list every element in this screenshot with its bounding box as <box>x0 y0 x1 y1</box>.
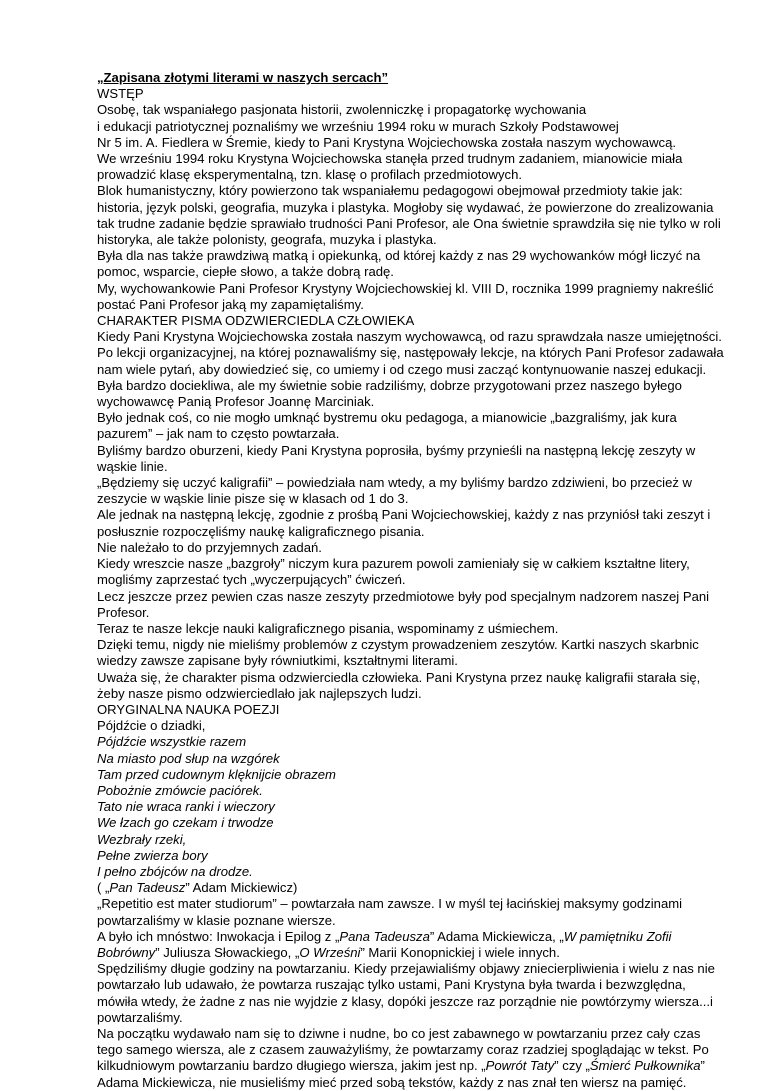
text-segment: pazurem” – jak nam to często powtarzała. <box>97 426 340 442</box>
text-segment: Uważa się, że charakter pisma odzwierciedla człowieka. Pani Krystyna przez naukę kaligrafii starała się, <box>97 669 701 685</box>
text-line <box>97 183 728 199</box>
italic-text: Pełne zwierza bory <box>97 847 208 863</box>
document-title: „Zapisana złotymi literami w naszych sercach” <box>97 70 389 85</box>
text-line <box>97 329 728 345</box>
italic-text: O Wrześni <box>299 944 361 960</box>
text-segment: Osobę, tak wspaniałego pasjonata historii, zwolenniczkę i propagatorkę wychowania <box>97 102 587 118</box>
text-line <box>97 1042 728 1058</box>
italic-text: Pobożnie zmówcie paciórek. <box>97 782 263 798</box>
text-segment: „Repetitio est mater studiorum” – powtarzała nam zawsze. I w myśl tej łacińskiej maksymy godzinami <box>97 896 683 912</box>
text-segment: Kiedy wreszcie nasze „bazgroły” niczym kura pazurem powoli zamieniały się w całkiem kształtne litery, <box>97 556 690 572</box>
text-line <box>97 977 728 993</box>
text-segment: Po lekcji organizacyjnej, na której poznawaliśmy się, następowały lekcje, na których Pani Profesor zadawała <box>97 345 724 361</box>
text-line <box>97 686 728 702</box>
text-line <box>97 135 728 151</box>
text-line <box>97 1075 728 1091</box>
text-line <box>97 848 728 864</box>
text-line <box>97 459 728 475</box>
text-line <box>97 410 728 426</box>
text-line <box>97 216 728 232</box>
text-segment: A było ich mnóstwo: Inwokacja i Epilog z „ <box>97 928 340 944</box>
document-body <box>97 86 728 1091</box>
italic-text: Śmierć Pułkownika <box>589 1058 701 1074</box>
text-line <box>97 896 728 912</box>
text-segment: mogliśmy zaprzestać tych „wyczerpujących” ćwiczeń. <box>97 572 406 588</box>
italic-text: Powrót Taty <box>485 1058 555 1074</box>
text-line <box>97 281 728 297</box>
text-segment: historyka, ale także polonisty, geografa, muzyka i plastyka. <box>97 232 437 248</box>
text-line <box>97 475 728 491</box>
text-line <box>97 929 728 945</box>
text-line <box>97 637 728 653</box>
text-segment: ” Marii Konopnickiej i wiele innych. <box>360 944 560 960</box>
text-line <box>97 394 728 410</box>
text-segment: powtarzaliśmy w klasie poznane wiersze. <box>97 912 336 928</box>
text-segment: Na początku wydawało nam się to dziwne i nudne, bo co jest zabawnego w powtarzaniu przez cały czas <box>97 1025 701 1041</box>
text-line <box>97 167 728 183</box>
text-line <box>97 524 728 540</box>
text-line <box>97 1026 728 1042</box>
text-segment: Była bardzo dociekliwa, ale my świetnie sobie radziliśmy, dobrze przygotowani przez naszego byłego <box>97 377 682 393</box>
text-line <box>97 507 728 523</box>
text-segment: zeszycie w wąskie linie pisze się w klasach od 1 do 3. <box>97 491 409 507</box>
text-segment: żeby nasze pismo odzwierciedlało jak najlepszych ludzi. <box>97 685 422 701</box>
text-line <box>97 605 728 621</box>
text-segment: Blok humanistyczny, który powierzono tak wspaniałemu pedagogowi obejmował przedmioty takie jak: <box>97 183 683 199</box>
text-line <box>97 1010 728 1026</box>
text-line <box>97 232 728 248</box>
text-segment: Było jednak coś, co nie mogło umknąć bystremu oku pedagoga, a mianowicie „bazgraliśmy, jak kura <box>97 410 677 426</box>
text-segment: Kiedy Pani Krystyna Wojciechowska została naszym wychowawcą, od razu sprawdzała nasze umiejętności. <box>97 329 722 345</box>
text-line <box>97 378 728 394</box>
text-segment: wiedzy zawsze zapisane były równiutkimi, kształtnymi literami. <box>97 653 458 669</box>
text-line <box>97 589 728 605</box>
text-line <box>97 86 728 102</box>
text-segment: Lecz jeszcze przez pewien czas nasze zeszyty przedmiotowe były pod specjalnym nadzorem naszej Pani <box>97 588 710 604</box>
text-segment: Była dla nas także prawdziwą matką i opiekunką, od której każdy z nas 29 wychowanków mógł liczyć na <box>97 248 701 264</box>
text-line <box>97 815 728 831</box>
italic-text: Wezbrały rzeki, <box>97 831 187 847</box>
text-segment: mówiła wtedy, że żadne z nas nie wyjdzie z klasy, dopóki jeszcze raz porządnie nie powtórzymy wiersza...i <box>97 993 713 1009</box>
italic-text: Tato nie wraca ranki i wieczory <box>97 799 275 815</box>
text-segment: ” czy „ <box>554 1058 590 1074</box>
text-segment: ” <box>700 1058 705 1074</box>
text-segment: prowadzić klasę eksperymentalną, tzn. klasę o profilach przedmiotowych. <box>97 167 523 183</box>
italic-text: Pójdźcie wszystkie razem <box>97 734 247 750</box>
text-line <box>97 734 728 750</box>
text-segment: ORYGINALNA NAUKA POEZJI <box>97 701 280 717</box>
text-line <box>97 832 728 848</box>
italic-text: Bobrówny <box>97 944 156 960</box>
text-line <box>97 443 728 459</box>
text-segment: posłusznie rozpoczęliśmy naukę kaligraficznego pisania. <box>97 523 425 539</box>
text-segment: tego samego wiersza, ale z czasem zauważyliśmy, że powtarzamy coraz rzadziej spoglądając w tekst. Po <box>97 1042 709 1058</box>
text-line <box>97 702 728 718</box>
text-line <box>97 491 728 507</box>
text-segment: ( „ <box>97 880 110 896</box>
italic-text: I pełno zbójców na drodze. <box>97 863 253 879</box>
text-segment: Profesor. <box>97 604 150 620</box>
text-segment: ” Juliusza Słowackiego, „ <box>155 944 300 960</box>
text-segment: Dzięki temu, nigdy nie mieliśmy problemów z czystym prowadzeniem zeszytów. Kartki naszych skarbnic <box>97 637 699 653</box>
italic-text: We łzach go czekam i trwodze <box>97 815 274 831</box>
text-segment: Ale jednak na następną lekcję, zgodnie z prośbą Pani Wojciechowskiej, każdy z nas przyniósł taki zeszyt i <box>97 507 711 523</box>
text-line <box>97 248 728 264</box>
text-segment: ” Adama Mickiewicza, „ <box>429 928 564 944</box>
text-line <box>97 572 728 588</box>
text-line <box>97 200 728 216</box>
text-segment: Pójdźcie o dziadki, <box>97 718 206 734</box>
italic-text: Tam przed cudownym klęknijcie obrazem <box>97 766 336 782</box>
italic-text: W pamiętniku Zofii <box>563 928 672 944</box>
text-segment: Nie należało to do przyjemnych zadań. <box>97 539 322 555</box>
text-line <box>97 102 728 118</box>
text-segment: Byliśmy bardzo oburzeni, kiedy Pani Krystyna poprosiła, byśmy przynieśli na następną lekcję zeszyty w <box>97 442 696 458</box>
text-segment: We wrześniu 1994 roku Krystyna Wojciechowska stanęła przed trudnym zadaniem, mianowicie miała <box>97 151 683 167</box>
text-segment: ” Adam Mickiewicz) <box>185 880 298 896</box>
text-line <box>97 151 728 167</box>
text-line <box>97 994 728 1010</box>
text-line <box>97 670 728 686</box>
text-line <box>97 264 728 280</box>
text-line <box>97 426 728 442</box>
text-line <box>97 119 728 135</box>
text-segment: powtarzało lub udawało, że powtarza ruszając tylko ustami, Pani Krystyna była twarda i bezwzględna, <box>97 977 686 993</box>
text-segment: WSTĘP <box>97 86 144 102</box>
text-line <box>97 556 728 572</box>
text-line <box>97 345 728 361</box>
text-segment: wychowawcę Panią Profesor Joannę Marciniak. <box>97 394 375 410</box>
text-segment: kilkudniowym powtarzaniu bardzo długiego wiersza, jakim jest np. „ <box>97 1058 486 1074</box>
text-segment: „Będziemy się uczyć kaligrafii” – powiedziała nam wtedy, a my byliśmy bardzo zdziwieni, bo przecież w <box>97 475 693 491</box>
text-line <box>97 913 728 929</box>
text-segment: My, wychowankowie Pani Profesor Krystyny Wojciechowskiej kl. VIII D, rocznika 1999 pragniemy nakreślić <box>97 280 714 296</box>
text-segment: Adama Mickiewicza, nie musieliśmy mieć przed sobą tekstów, każdy z nas znał ten wiersz na pamięć. <box>97 1074 687 1090</box>
italic-text: Pan Tadeusz <box>109 880 186 896</box>
text-segment: historia, język polski, geografia, muzyka i plastyka. Mogłoby się wydawać, że powierzone do zrealizowania <box>97 199 714 215</box>
text-segment: Teraz te nasze lekcje nauki kaligraficznego pisania, wspominamy z uśmiechem. <box>97 620 559 636</box>
italic-text: Na miasto pod słup na wzgórek <box>97 750 280 766</box>
text-line <box>97 362 728 378</box>
text-segment: nam wiele pytań, aby dowiedzieć się, co umiemy i od czego musi zacząć kontynuowanie naszej edukacji. <box>97 361 707 377</box>
text-segment: pomoc, wsparcie, ciepłe słowo, a także dobrą radę. <box>97 264 394 280</box>
text-line <box>97 540 728 556</box>
text-line <box>97 1058 728 1074</box>
text-line <box>97 799 728 815</box>
text-segment: i edukacji patriotycznej poznaliśmy we wrześniu 1994 roku w murach Szkoły Podstawowej <box>97 118 619 134</box>
text-line <box>97 880 728 896</box>
text-line <box>97 767 728 783</box>
text-segment: CHARAKTER PISMA ODZWIERCIEDLA CZŁOWIEKA <box>97 313 415 329</box>
text-line <box>97 313 728 329</box>
text-segment: Spędziliśmy długie godziny na powtarzaniu. Kiedy przejawialiśmy objawy zniecierpliwienia i wielu z nas nie <box>97 961 715 977</box>
text-line <box>97 621 728 637</box>
text-line <box>97 864 728 880</box>
text-line <box>97 783 728 799</box>
text-segment: tak trudne zadanie będzie sprawiało trudności Pani Profesor, ale Ona świetnie sprawdziła się nie tylko w roli <box>97 215 721 231</box>
text-line <box>97 718 728 734</box>
text-line <box>97 297 728 313</box>
text-segment: postać Pani Profesor jaką my zapamiętaliśmy. <box>97 296 364 312</box>
text-line <box>97 961 728 977</box>
text-segment: powtarzaliśmy. <box>97 1009 183 1025</box>
text-segment: Nr 5 im. A. Fiedlera w Śremie, kiedy to Pani Krystyna Wojciechowska została naszym wychowawcą. <box>97 134 677 150</box>
text-segment: wąskie linie. <box>97 458 168 474</box>
text-line <box>97 945 728 961</box>
text-line <box>97 653 728 669</box>
text-line <box>97 751 728 767</box>
italic-text: Pana Tadeusza <box>339 928 430 944</box>
